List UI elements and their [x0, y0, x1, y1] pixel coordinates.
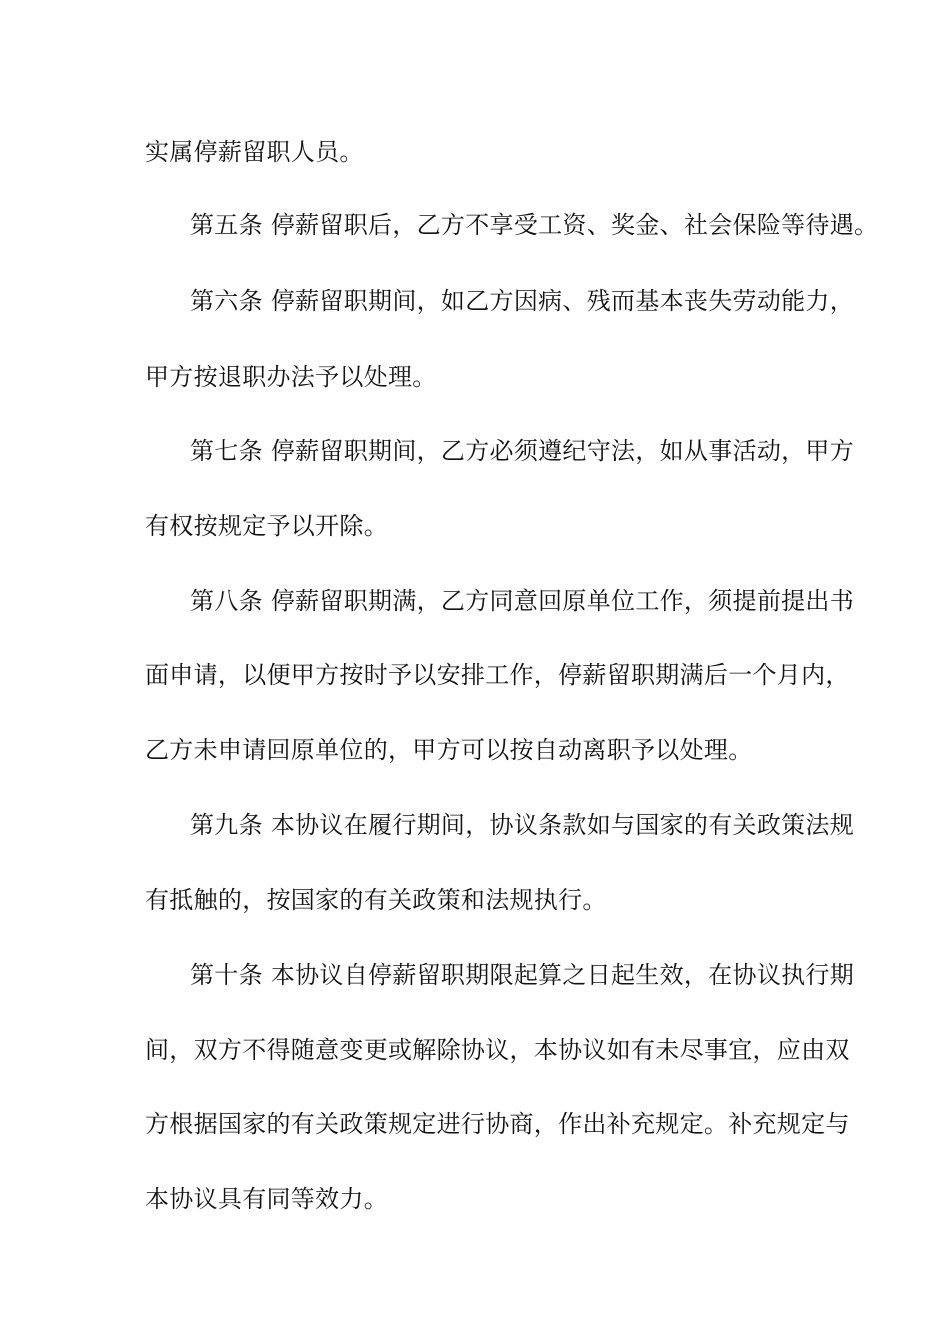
text-line-1: 实属停薪留职人员。 [145, 138, 364, 166]
article-5-line: 第五条 停薪留职后，乙方不享受工资、奖金、社会保险等待遇。 [190, 211, 879, 239]
article-6-line-1: 第六条 停薪留职期间，如乙方因病、残而基本丧失劳动能力， [190, 287, 855, 315]
article-7-line-2: 有权按规定予以开除。 [145, 512, 388, 540]
article-8-line-1: 第八条 停薪留职期满，乙方同意回原单位工作，须提前提出书 [190, 587, 855, 615]
article-10-line-2: 间，双方不得随意变更或解除协议，本协议如有未尽事宜，应由双 [145, 1036, 850, 1064]
article-10-line-3: 方根据国家的有关政策规定进行协商，作出补充规定。补充规定与 [145, 1110, 850, 1138]
article-10-line-1: 第十条 本协议自停薪留职期限起算之日起生效，在协议执行期 [190, 961, 855, 989]
article-9-line-2: 有抵触的，按国家的有关政策和法规执行。 [145, 886, 607, 914]
article-9-line-1: 第九条 本协议在履行期间，协议条款如与国家的有关政策法规 [190, 811, 855, 839]
article-8-line-3: 乙方未申请回原单位的，甲方可以按自动离职予以处理。 [145, 736, 753, 764]
article-7-line-1: 第七条 停薪留职期间，乙方必须遵纪守法，如从事活动，甲方 [190, 437, 855, 465]
article-10-line-4: 本协议具有同等效力。 [145, 1185, 388, 1213]
article-6-line-2: 甲方按退职办法予以处理。 [145, 363, 437, 391]
article-8-line-2: 面申请，以便甲方按时予以安排工作，停薪留职期满后一个月内， [145, 661, 850, 689]
